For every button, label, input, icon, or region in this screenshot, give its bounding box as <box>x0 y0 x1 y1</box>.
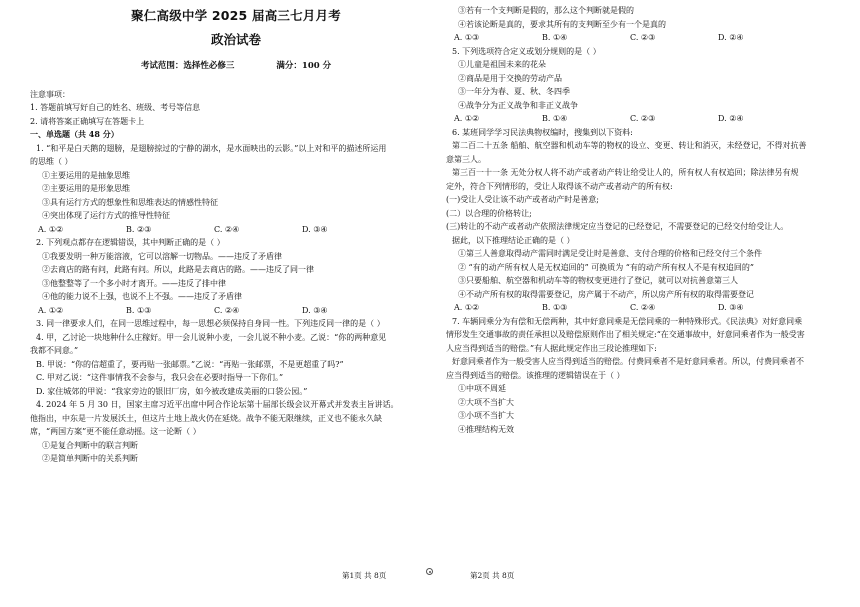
option-b[interactable]: B. ②③ <box>126 224 152 234</box>
q1-statement: ①主要运用的是抽象思维 <box>42 170 130 180</box>
q7-stem-cont: 应当得到适当的赔偿。该推理的逻辑错误在于（ ） <box>446 370 625 380</box>
page-number-left: 第1页 共 8页 <box>342 571 387 580</box>
fold-mark-icon <box>426 568 433 575</box>
q6-clause: (三)转让的不动产或者动产依照法律规定应当登记的已经登记，不需要登记的已经交付给受让人。 <box>446 222 789 231</box>
q7-statement: ④推理结构无效 <box>458 424 514 434</box>
q2-statement: ③他整整等了一个多小时才离开。——违反了排中律 <box>42 278 226 288</box>
option-a[interactable]: A. ①② <box>38 305 64 315</box>
option-c[interactable]: C. ②③ <box>630 114 656 123</box>
q2-statement: ④他的能力说不上强，也说不上不强。——违反了矛盾律 <box>42 292 242 301</box>
note-item: 2. 请将答案正确填写在答题卡上 <box>30 116 145 126</box>
page-number-right: 第2页 共 8页 <box>470 571 515 580</box>
q2-options <box>30 304 442 318</box>
q6-clause: (一)受让人受让该不动产或者动产时是善意; <box>446 195 599 204</box>
option-d[interactable]: D. ②④ <box>718 114 744 123</box>
q1-statement: ③具有运行方式的想象性和思维表达的情感性特征 <box>42 197 218 207</box>
q5-statement: ④战争分为正义战争和非正义战争 <box>458 100 578 110</box>
q2-stem: 2. 下列观点都存在逻辑错误，其中判断正确的是（ ） <box>36 238 225 247</box>
q4-statement: ②是简单判断中的关系判断 <box>42 454 138 463</box>
q3-option-a[interactable]: 4. 甲，乙讨论一块地种什么庄稼好。甲一会儿说种小麦，一会儿说不种小麦。乙说：“你的两种意见 <box>36 332 387 342</box>
option-a[interactable]: A. ①② <box>454 303 480 312</box>
q6-question: 据此，以下推理结论正确的是（ ） <box>452 235 575 245</box>
q4-stem-cont: 他指出，中东是一片发展沃土，但这片土地上战火仍在延烧。战争不能无限继续，正义也不能永久缺 <box>30 413 382 423</box>
q4-stem: 4. 2024 年 5 月 30 日，国家主席习近平出席中阿合作论坛第十届部长级会议开幕式并发表主旨讲话。 <box>36 400 399 409</box>
q3-option-c[interactable]: C. 甲对乙说：“这件事情我不会参与，我只会在必要时指导一下你们。” <box>36 373 284 382</box>
q6-statement: ①第三人善意取得动产需同时满足受让时是善意、支付合理的价格和已经交付三个条件 <box>458 249 762 258</box>
q5-options <box>446 112 858 126</box>
note-item: 1. 答题前填写好自己的姓名、班级、考号等信息 <box>30 103 201 112</box>
q6-article: 第三百一十一条 无处分权人将不动产或者动产转让给受让人的，所有权人有权追回；除法律另有规 <box>452 168 799 177</box>
option-d[interactable]: D. ③④ <box>718 303 744 312</box>
right-column <box>446 0 858 436</box>
q5-statement: ①儿童是祖国未来的花朵 <box>458 60 546 69</box>
q4-statement: ①是复合判断中的联言判断 <box>42 440 138 450</box>
option-b[interactable]: B. ①③ <box>126 305 152 315</box>
q3-option-b[interactable]: B. 甲说：“你的信超重了，要再贴一张邮票。”乙说：“再贴一张邮票，不是更超重了吗?” <box>36 359 344 369</box>
exam-subtitle: 政治试卷 <box>210 31 261 47</box>
option-d[interactable]: D. ②④ <box>718 33 744 42</box>
option-b[interactable]: B. ①③ <box>542 303 568 312</box>
q6-stem: 6. 某班同学学习民法典物权编时，搜集到以下资料: <box>452 127 633 137</box>
q2-statement: ②去商店的路有问，此路有问。所以，此路是去商店的路。——违反了同一律 <box>42 265 314 274</box>
option-c[interactable]: C. ②④ <box>630 303 656 312</box>
option-d[interactable]: D. ③④ <box>302 305 328 315</box>
q6-statement: ② “有的动产所有权人是无权追回的” 可换质为 “有的动产所有权人不是有权追回的” <box>458 262 754 272</box>
q7-statement: ③小项不当扩大 <box>458 411 514 420</box>
q5-stem: 5. 下列选项符合定义或划分规则的是（ ） <box>452 46 601 56</box>
q3-option-d[interactable]: D. 家住城郊的甲说：“我家旁边的银旧厂房，如今被改建成美丽的口袋公园。” <box>36 386 308 396</box>
exam-title: 聚仁高级中学 2025 届高三七月月考 <box>131 8 341 23</box>
q1-stem-cont: 的思维（ ） <box>30 157 73 166</box>
option-a[interactable]: A. ①③ <box>454 33 480 42</box>
option-a[interactable]: A. ①② <box>38 224 64 234</box>
q6-clause: (二）以合理的价格转让; <box>446 208 532 218</box>
option-d[interactable]: D. ③④ <box>302 224 328 234</box>
q4-statement: ④若该论断是真的，要求其所有的支判断至少有一个是真的 <box>458 19 666 29</box>
left-column <box>30 0 442 466</box>
q1-statement: ④突出体现了运行方式的推导性特征 <box>42 211 170 220</box>
q6-article-cont: 定外，符合下列情形的，受让人取得该不动产或者动产的所有权: <box>446 181 673 191</box>
option-b[interactable]: B. ①④ <box>542 114 568 123</box>
q1-statement: ②主要运用的是形象思维 <box>42 184 130 193</box>
exam-score: 满分：100 分 <box>276 61 332 71</box>
q1-options <box>30 223 442 237</box>
q7-stem-cont: 人应当得到适当的赔偿。”有人据此规定作出三段论推理如下: <box>446 343 657 353</box>
q6-article-cont: 意第三人。 <box>446 154 486 164</box>
q6-article: 第二百二十五条 船舶、航空器和机动车等的物权的设立、变更、转让和消灭，未经登记，不得对抗善 <box>452 141 807 150</box>
q7-stem: 7. 车辆同乘分为有偿和无偿两种，其中好意同乘是无偿同乘的一种特殊形式。《民法典》对好意同乘 <box>452 316 803 326</box>
option-c[interactable]: C. ②③ <box>630 33 656 42</box>
q6-options <box>446 301 858 315</box>
q4-options <box>446 31 858 45</box>
q4-stem-cont: 席，“两国方案”更不能任意动摇。这一论断（ ） <box>30 427 201 436</box>
option-c[interactable]: C. ②④ <box>214 305 240 315</box>
q7-statement: ②大项不当扩大 <box>458 397 514 407</box>
q3-stem: 3. 同一律要求人们，在同一思维过程中，每一思想必须保持自身同一性。下列违反同一律的是（ ） <box>36 319 385 328</box>
q4-statement: ③若有一个支判断是假的，那么这个判断就是假的 <box>458 6 634 15</box>
q7-stem-cont: 好意同乘者作为一般受害人应当得到适当的赔偿。付费同乘者不是好意同乘者。所以，付费同乘者不 <box>452 357 804 366</box>
q1-stem: 1. “和平是白天鹅的翅膀，是翅膀掠过的宁静的湖水，是水面映出的云影。”以上对和平的描述所运用 <box>36 143 387 153</box>
option-b[interactable]: B. ①④ <box>542 33 568 42</box>
exam-meta <box>30 60 442 74</box>
q5-statement: ②商品是用于交换的劳动产品 <box>458 73 562 83</box>
option-a[interactable]: A. ①② <box>454 114 480 123</box>
q5-statement: ③一年分为春、夏、秋、冬四季 <box>458 87 570 96</box>
q6-statement: ④不动产所有权的取得需要登记，房产属于不动产，所以房产所有权的取得需要登记 <box>458 289 754 299</box>
section-heading: 一、单选题（共 48 分） <box>30 129 119 139</box>
q2-statement: ①我要发明一种万能溶液，它可以溶解一切物品。——违反了矛盾律 <box>42 251 282 261</box>
q7-statement: ①中项不周延 <box>458 384 506 393</box>
q7-stem-cont: 情形发生交通事故的责任承担以及赔偿原则作出了相关规定:“在交通事故中，好意同乘者作为一般受害 <box>446 330 805 339</box>
option-c[interactable]: C. ②④ <box>214 224 240 234</box>
exam-scope: 考试范围：选择性必修三 <box>140 61 235 71</box>
q3-option-a-cont: 我都不同意。” <box>30 346 79 355</box>
notes-heading: 注意事项： <box>30 89 70 99</box>
q6-statement: ③只要船舶、航空器和机动车等的物权变更进行了登记，就可以对抗善意第三人 <box>458 276 738 285</box>
